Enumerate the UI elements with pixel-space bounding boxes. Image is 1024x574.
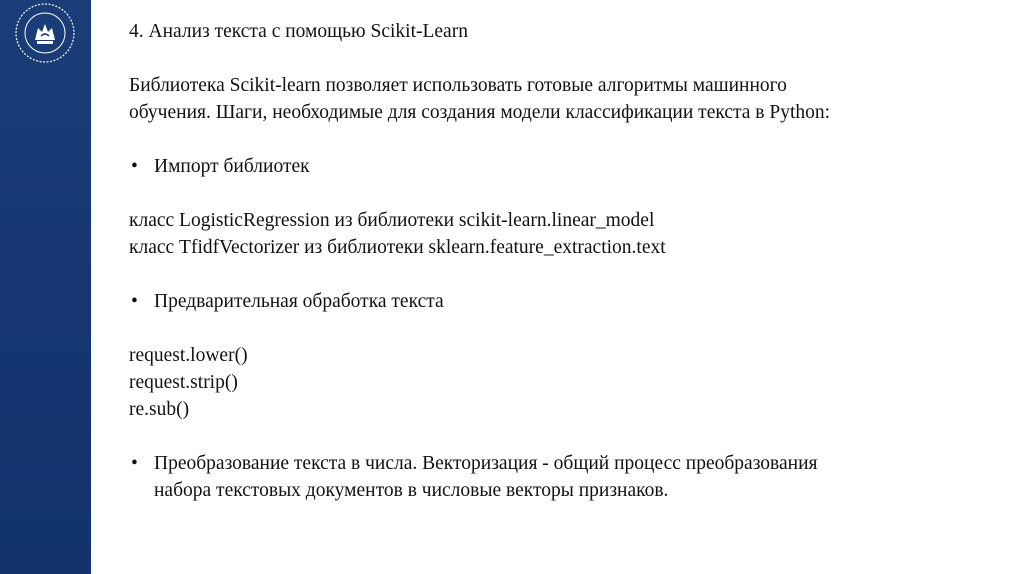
code-line-1: request.lower() [129,345,248,366]
bullet-text: Импорт библиотек [154,156,310,177]
intro-text-line-2: обучения. Шаги, необходимые для создания модели классификации текста в Python: [129,102,831,123]
bullet-text-line-1: Преобразование текста в числа. Векторизация - общий процесс преобразования [154,453,818,474]
bullet-text: Предварительная обработка текста [154,291,444,312]
bullet-preprocessing [129,288,1009,315]
class-line-2: класс TfidfVectorizer из библиотеки sklearn.feature_extraction.text [129,237,666,258]
bullet-text-line-2: набора текстовых документов в числовые векторы признаков. [154,480,669,501]
code-line-2: request.strip() [129,372,238,393]
university-emblem-icon [14,2,76,64]
slide-title: 4. Анализ текста с помощью Scikit-Learn [129,21,468,42]
intro-text-line-1: Библиотека Scikit-learn позволяет использовать готовые алгоритмы машинного [129,75,787,96]
bullet-import [129,153,1009,180]
slide-content [129,18,1009,504]
class-line-1: класс LogisticRegression из библиотеки scikit-learn.linear_model [129,210,655,231]
bullet-dot-icon: • [131,453,138,474]
bullet-dot-icon: • [131,156,138,177]
sidebar [0,0,91,574]
bullet-vectorization [129,450,1009,504]
bullet-dot-icon: • [131,291,138,312]
code-line-3: re.sub() [129,399,190,420]
